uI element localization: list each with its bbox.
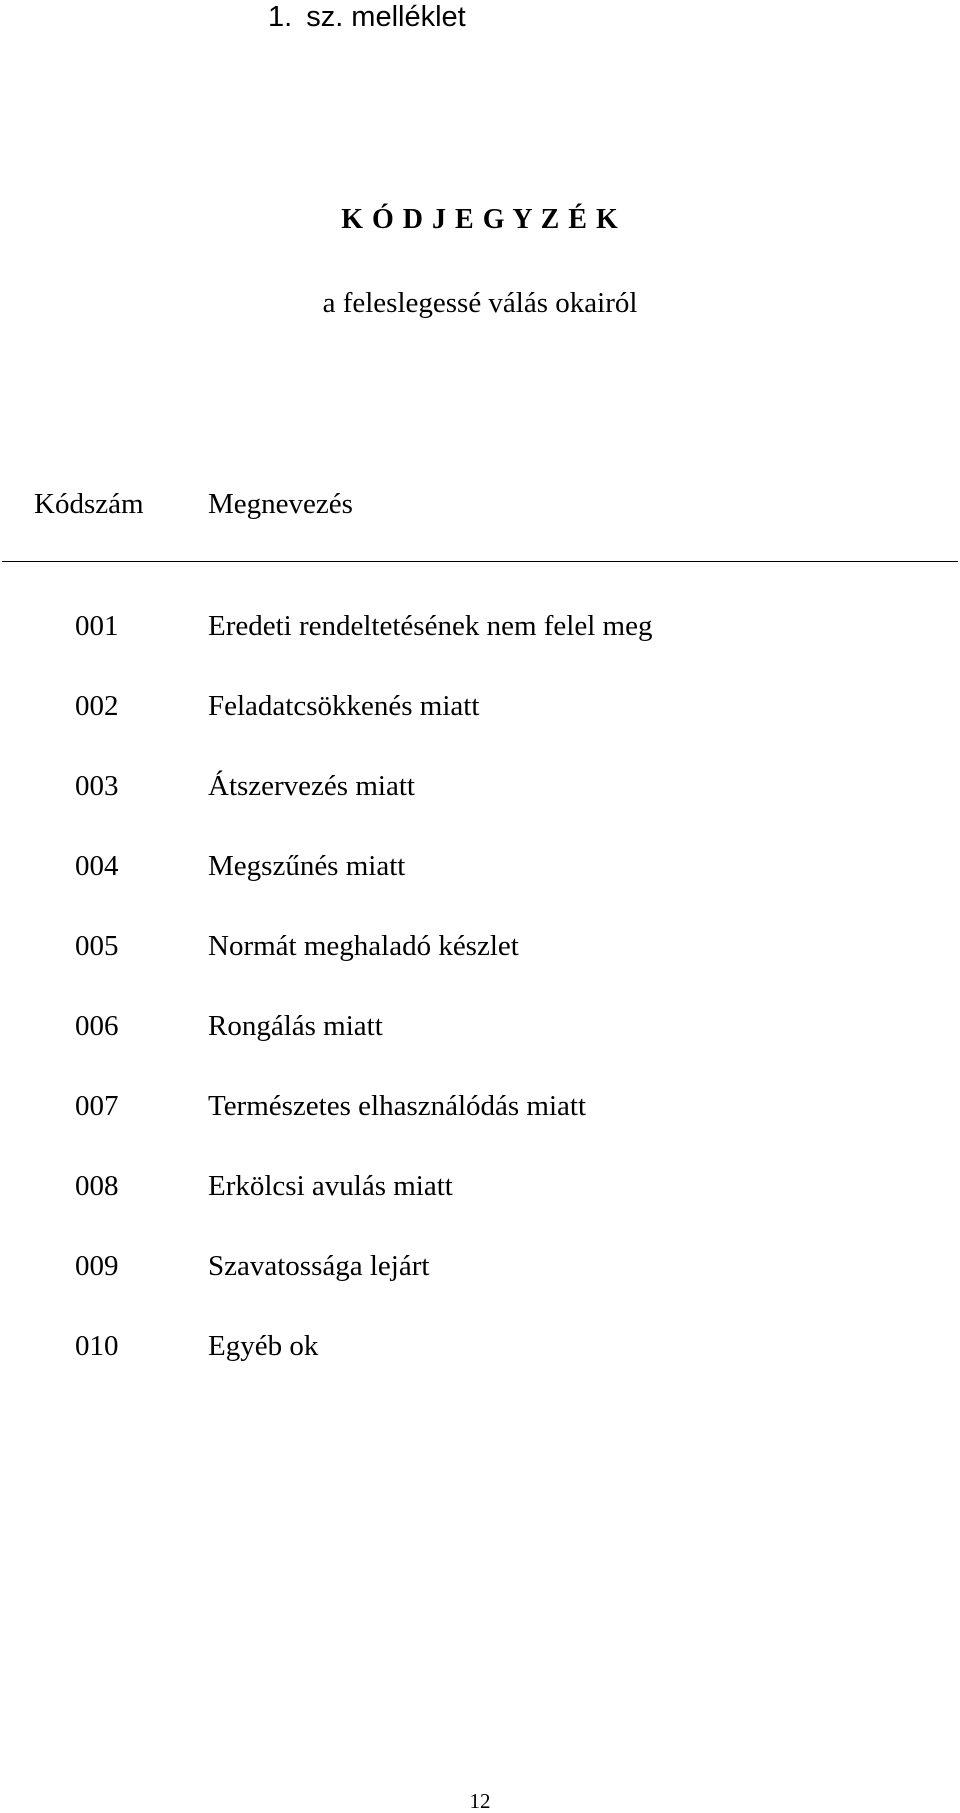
row-name: Egyéb ok — [208, 1330, 319, 1362]
table-row — [0, 768, 960, 848]
table-row — [0, 688, 960, 768]
row-code: 010 — [75, 1330, 119, 1362]
row-name: Feladatcsökkenés miatt — [208, 690, 480, 722]
row-name: Megszűnés miatt — [208, 850, 406, 882]
row-name: Rongálás miatt — [208, 1010, 383, 1042]
row-code: 001 — [75, 610, 119, 642]
row-code: 008 — [75, 1170, 119, 1202]
table-row — [0, 1248, 960, 1328]
row-code: 007 — [75, 1090, 119, 1122]
table-row — [0, 608, 960, 688]
header-name: Megnevezés — [208, 488, 353, 520]
row-name: Szavatossága lejárt — [208, 1250, 430, 1282]
table-row — [0, 1168, 960, 1248]
table-row — [0, 1008, 960, 1088]
document-subtitle: a feleslegessé válás okairól — [322, 287, 638, 319]
row-code: 003 — [75, 770, 119, 802]
table-row — [0, 848, 960, 928]
header-code: Kódszám — [34, 488, 144, 520]
page-number: 12 — [469, 1789, 491, 1813]
annex-text: sz. melléklet — [306, 1, 466, 33]
header-divider — [2, 561, 958, 562]
annex-number: 1. — [268, 1, 293, 33]
table-row — [0, 928, 960, 1008]
table-row — [0, 1088, 960, 1168]
row-name: Átszervezés miatt — [208, 770, 415, 802]
row-name: Természetes elhasználódás miatt — [208, 1090, 587, 1122]
row-code: 004 — [75, 850, 119, 882]
row-code: 009 — [75, 1250, 119, 1282]
row-code: 005 — [75, 930, 119, 962]
code-list — [0, 608, 960, 1408]
row-name: Normát meghaladó készlet — [208, 930, 519, 962]
row-name: Erkölcsi avulás miatt — [208, 1170, 453, 1202]
row-code: 006 — [75, 1010, 119, 1042]
document-title: K Ó D J E G Y Z É K — [341, 204, 619, 235]
row-name: Eredeti rendeltetésének nem felel meg — [208, 610, 653, 642]
row-code: 002 — [75, 690, 119, 722]
table-row — [0, 1328, 960, 1408]
annex-label — [268, 0, 466, 34]
